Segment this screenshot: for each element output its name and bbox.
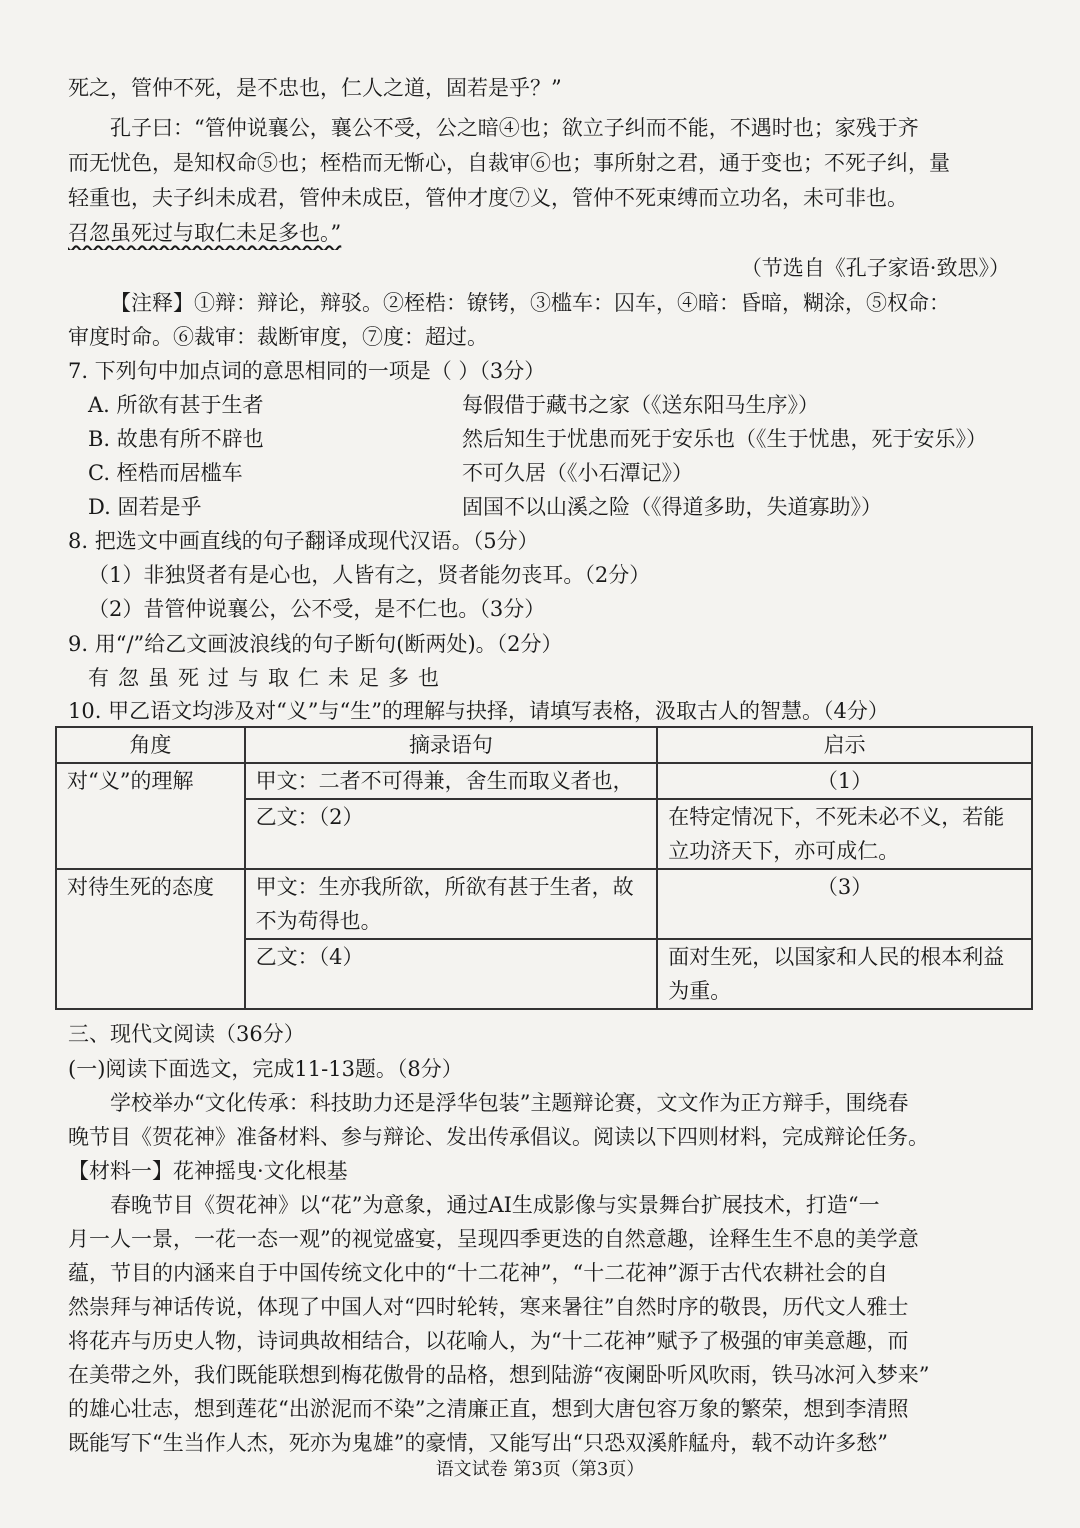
table-row xyxy=(56,763,1032,799)
notes-line: 【注释】①辩：辩论，辩驳。②桎梏：镣铐，③槛车：囚车，④暗：昏暗，糊涂，⑤权命： xyxy=(110,291,950,315)
table-header-row xyxy=(56,727,1032,763)
table-cell-angle: 对“义”的理解 xyxy=(56,763,245,869)
section-subtitle: (一)阅读下面选文，完成11-13题。（8分） xyxy=(68,1057,463,1081)
page-footer: 语文试卷 第3页（第3页） xyxy=(435,1459,645,1480)
text-line: 而无忧色，是知权命⑤也；桎梏而无惭心，自裁审⑥也；事所射之君，通于变也；不死子纠，量 xyxy=(68,151,950,175)
table-cell-quote: 甲文：二者不可得兼，舍生而取义者也， xyxy=(245,763,658,799)
answer-blank-1[interactable]: （1） xyxy=(657,763,1032,799)
notes-line: 审度时命。⑥裁审：裁断审度，⑦度：超过。 xyxy=(68,325,488,349)
q7-option-c: C. 桎梏而居槛车 xyxy=(88,461,243,485)
table-header: 摘录语句 xyxy=(245,727,658,763)
material-line: 蕴，节目的内涵来自于中国传统文化中的“十二花神”，“十二花神”源于古代农耕社会的自 xyxy=(68,1261,888,1285)
table-header: 启示 xyxy=(657,727,1032,763)
material-line: 的雄心壮志，想到莲花“出淤泥而不染”之清廉正直，想到大唐包容万象的繁荣，想到李清照 xyxy=(68,1397,909,1421)
table-cell-quote: 甲文：生亦我所欲，所欲有甚于生者，故不为苟得也。 xyxy=(245,869,658,939)
q7-option-a: A. 所欲有甚于生者 xyxy=(88,393,264,417)
text-line: 轻重也，夫子纠未成君，管仲未成臣，管仲才度⑦义，管仲不死束缚而立功名，未可非也。 xyxy=(68,186,908,210)
material-title: 【材料一】花神摇曳·文化根基 xyxy=(68,1159,348,1183)
q9-sentence: 有忽虽死过与取仁未足多也 xyxy=(88,666,448,690)
answer-blank-4[interactable]: 乙文：（4） xyxy=(245,939,658,1009)
intro-line: 学校举办“文化传承：科技助力还是浮华包装”主题辩论赛，文文作为正方辩手，围绕春 xyxy=(110,1091,909,1115)
table-cell-hint: 面对生死，以国家和人民的根本利益为重。 xyxy=(657,939,1032,1009)
answer-blank-2[interactable]: 乙文：（2） xyxy=(245,799,658,869)
material-line: 月一人一景，一花一态一观”的视觉盛宴，呈现四季更迭的自然意趣，诠释生生不息的美学意 xyxy=(68,1227,919,1251)
material-line: 将花卉与历史人物，诗词典故相结合，以花喻人，为“十二花神”赋予了极强的审美意趣，而 xyxy=(68,1329,909,1353)
q7-option-b-ref: 然后知生于忧患而死于安乐也（《生于忧患，死于安乐》） xyxy=(462,427,987,451)
material-line: 春晚节目《贺花神》以“花”为意象，通过AI生成影像与实景舞台扩展技术，打造“一 xyxy=(110,1193,880,1217)
q7-option-c-ref: 不可久居（《小石潭记》） xyxy=(462,461,693,485)
q10-table xyxy=(55,726,1033,1010)
text-line: 孔子曰：“管仲说襄公，襄公不受，公之暗④也；欲立子纠而不能，不遇时也；家残于齐 xyxy=(110,116,919,140)
material-line: 在美带之外，我们既能联想到梅花傲骨的品格，想到陆游“夜阑卧听风吹雨，铁马冰河入梦来” xyxy=(68,1363,930,1387)
wavy-underlined-sentence: 召忽虽死过与取仁未足多也。” xyxy=(68,221,342,245)
question-8-stem: 8. 把选文中画直线的句子翻译成现代汉语。（5分） xyxy=(68,529,539,553)
intro-line: 晚节目《贺花神》准备材料、参与辩论、发出传承倡议。阅读以下四则材料，完成辩论任务。 xyxy=(68,1125,929,1149)
table-header: 角度 xyxy=(56,727,245,763)
q7-option-b: B. 故患有所不辟也 xyxy=(88,427,264,451)
question-10-stem: 10. 甲乙语文均涉及对“义”与“生”的理解与抉择，请填写表格，汲取古人的智慧。（4分） xyxy=(68,699,889,723)
material-line: 然崇拜与神话传说，体现了中国人对“四时轮转，寒来暑往”自然时序的敬畏，历代文人雅士 xyxy=(68,1295,909,1319)
table-row xyxy=(56,869,1032,939)
text-line: 死之，管仲不死，是不忠也，仁人之道，固若是乎？” xyxy=(68,76,562,100)
question-9-stem: 9. 用“/”给乙文画波浪线的句子断句(断两处)。（2分） xyxy=(68,632,563,656)
section-title: 三、现代文阅读（36分） xyxy=(68,1022,305,1046)
table-cell-hint: 在特定情况下，不死未必不义，若能立功济天下，亦可成仁。 xyxy=(657,799,1032,869)
q8-item: （1）非独贤者有是心也，人皆有之，贤者能勿丧耳。（2分） xyxy=(88,563,651,587)
q7-option-d-ref: 固国不以山溪之险（《得道多助，失道寡助》） xyxy=(462,495,882,519)
q7-option-a-ref: 每假借于藏书之家（《送东阳马生序》） xyxy=(462,393,819,417)
q8-item: （2）昔管仲说襄公，公不受，是不仁也。（3分） xyxy=(88,597,546,621)
answer-blank-3[interactable]: （3） xyxy=(657,869,1032,939)
q7-option-d: D. 固若是乎 xyxy=(88,495,202,519)
question-7-stem: 7. 下列句中加点词的意思相同的一项是（ ）（3分） xyxy=(68,359,546,383)
table-cell-angle: 对待生死的态度 xyxy=(56,869,245,1009)
material-line: 既能写下“生当作人杰，死亦为鬼雄”的豪情，又能写出“只恐双溪舴艋舟，载不动许多愁” xyxy=(68,1431,888,1455)
source-citation: （节选自《孔子家语·致思》） xyxy=(740,256,1010,280)
